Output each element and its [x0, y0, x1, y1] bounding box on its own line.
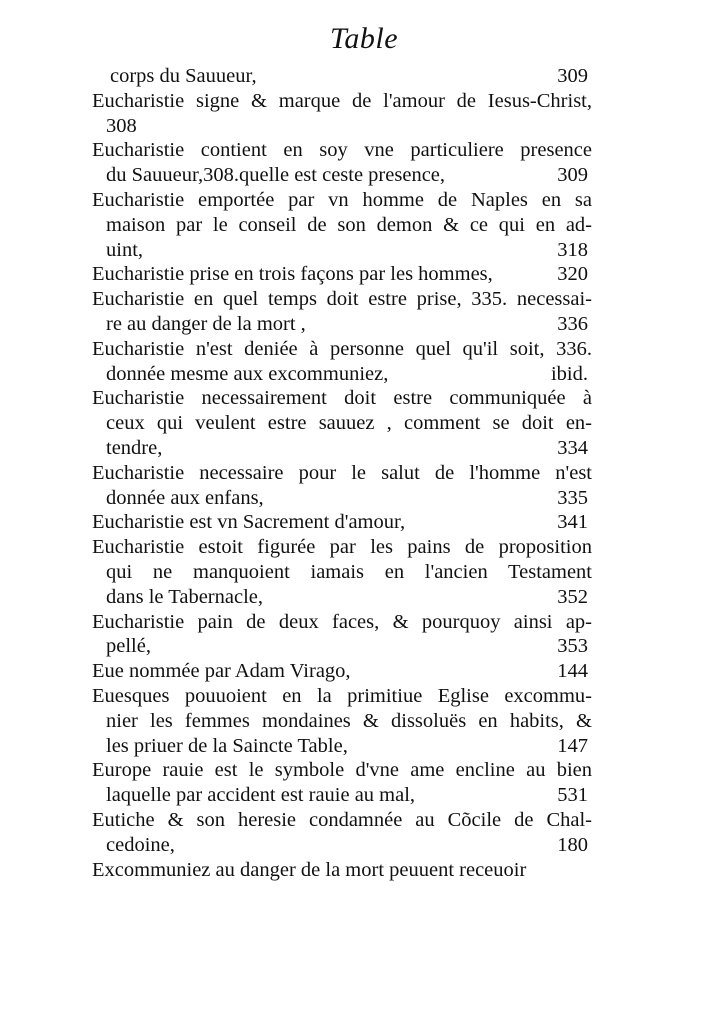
- entry-text: uint,: [106, 238, 144, 261]
- index-entry: [92, 758, 592, 808]
- entry-text: les priuer de la Saincte Table,: [106, 734, 348, 757]
- index-line: [92, 634, 592, 659]
- index-line: Eucharistie contient en soy vne particuliere presence: [92, 139, 592, 162]
- index-line: [92, 585, 592, 610]
- entry-text: re au danger de la mort ,: [106, 312, 306, 335]
- entry-text: tendre,: [106, 436, 163, 459]
- index-entry: [92, 808, 592, 858]
- index-entry: [92, 858, 592, 883]
- page-number: 353: [557, 635, 588, 658]
- page-number: 309: [557, 164, 588, 187]
- page-number: 318: [557, 238, 588, 261]
- index-line: Eucharistie estoit figurée par les pains de proposition: [92, 536, 592, 559]
- page-number: 531: [557, 784, 588, 807]
- index-line: Euesques pouuoient en la primitiue Eglise excommu-: [92, 684, 592, 707]
- entry-text: dans le Tabernacle,: [106, 585, 263, 608]
- index-line: [92, 783, 592, 808]
- index-list: [92, 64, 592, 882]
- page-number: 320: [557, 263, 588, 286]
- page-number: 144: [557, 660, 588, 683]
- index-entry: [92, 287, 592, 337]
- index-line: Eucharistie signe & marque de l'amour de Iesus-Christ,: [92, 89, 592, 112]
- index-line: Eucharistie en quel temps doit estre prise, 335. necessai-: [92, 288, 592, 311]
- index-line: [92, 238, 592, 263]
- entry-text: cedoine,: [106, 833, 175, 856]
- index-line: Excommuniez au danger de la mort peuuent receuoir: [92, 858, 527, 881]
- index-entry: [92, 461, 592, 511]
- index-line: 308: [106, 114, 137, 137]
- index-line: Europe rauie est le symbole d'vne ame encline au bien: [92, 759, 592, 782]
- index-entry: [92, 138, 592, 188]
- page-number: 352: [557, 585, 588, 608]
- page-number: 147: [557, 734, 588, 757]
- page-number: 334: [557, 436, 588, 459]
- index-line: Eucharistie pain de deux faces, & pourquoy ainsi ap-: [92, 610, 592, 633]
- page-number: ibid.: [550, 362, 588, 385]
- index-line: [92, 64, 592, 89]
- index-line: Eucharistie necessaire pour le salut de l'homme n'est: [92, 461, 592, 484]
- index-line: [92, 362, 592, 387]
- index-entry: [92, 535, 592, 609]
- page-number: 180: [557, 833, 588, 856]
- index-line: [92, 510, 592, 535]
- index-entry: [92, 188, 592, 262]
- index-entry: [92, 337, 592, 387]
- entry-text: Eucharistie est vn Sacrement d'amour,: [92, 511, 406, 534]
- index-line: ceux qui veulent estre sauuez , comment se doit en-: [106, 412, 592, 435]
- index-line: [92, 659, 592, 684]
- entry-text: Eucharistie prise en trois façons par les hommes,: [92, 263, 493, 286]
- index-entry: [92, 89, 592, 139]
- index-line: Eucharistie n'est deniée à personne quel qu'il soit, 336.: [92, 337, 592, 360]
- index-entry: [92, 610, 592, 660]
- entry-text: donnée aux enfans,: [106, 486, 264, 509]
- index-line: [92, 312, 592, 337]
- index-line: [92, 262, 592, 287]
- entry-text: laquelle par accident est rauie au mal,: [106, 784, 416, 807]
- index-entry: [92, 64, 592, 89]
- index-entry: [92, 386, 592, 460]
- entry-text: du Sauueur,308.quelle est ceste presence,: [106, 164, 446, 187]
- index-entry: [92, 684, 592, 758]
- page-number: 341: [557, 511, 588, 534]
- entry-text: pellé,: [106, 635, 151, 658]
- entry-text: donnée mesme aux excommuniez,: [106, 362, 389, 385]
- index-line: [92, 486, 592, 511]
- index-line: [92, 163, 592, 188]
- index-line: maison par le conseil de son demon & ce qui en ad-: [106, 213, 592, 236]
- running-header: Table: [329, 22, 399, 55]
- index-entry: [92, 262, 592, 287]
- index-entry: [92, 510, 592, 535]
- index-line: Eutiche & son heresie condamnée au Cõcile de Chal-: [92, 808, 592, 831]
- index-line: Eucharistie necessairement doit estre communiquée à: [92, 387, 592, 410]
- index-line: Eucharistie emportée par vn homme de Naples en sa: [92, 188, 592, 211]
- index-line: [92, 833, 592, 858]
- page-number: 309: [557, 65, 588, 87]
- index-line: [92, 436, 592, 461]
- index-line: nier les femmes mondaines & dissoluës en habits, &: [106, 709, 592, 732]
- index-line: qui ne manquoient iamais en l'ancien Testament: [106, 560, 592, 583]
- index-entry: [92, 659, 592, 684]
- entry-text: Eue nommée par Adam Virago,: [92, 660, 351, 683]
- page-number: 336: [557, 312, 588, 335]
- entry-text: corps du Sauueur,: [110, 65, 257, 87]
- index-line: [92, 734, 592, 759]
- page-number: 335: [557, 486, 588, 509]
